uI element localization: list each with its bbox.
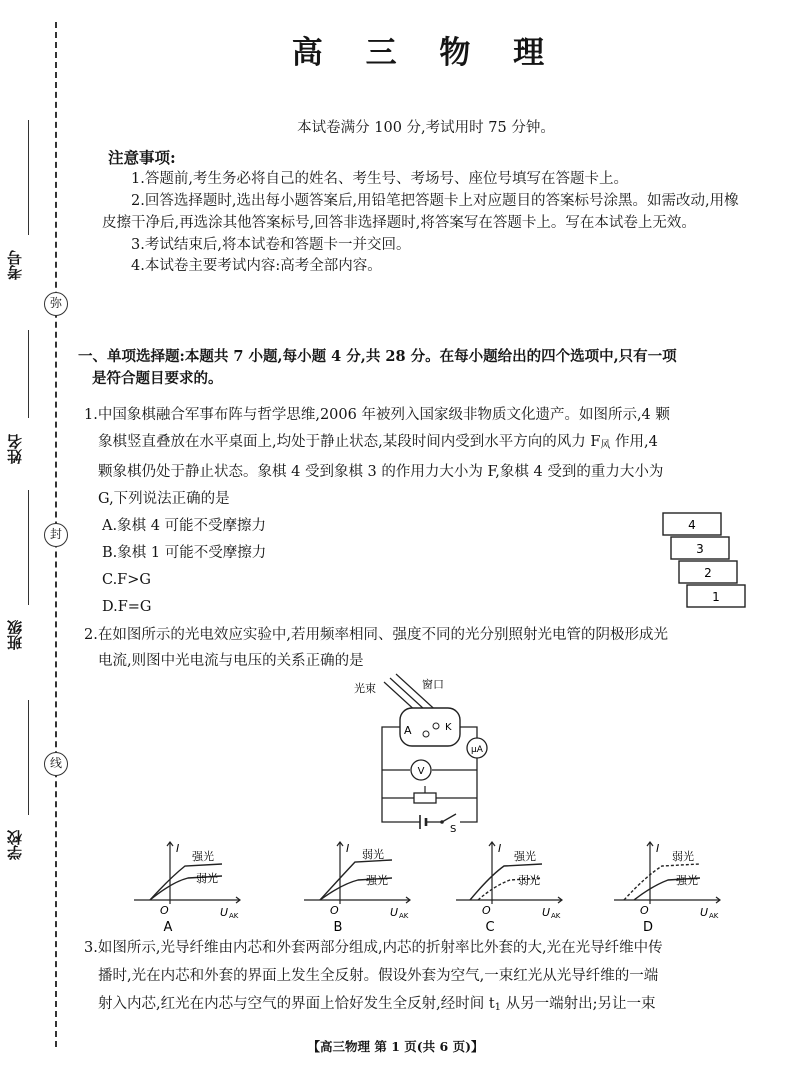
page-title: 高 三 物 理 <box>291 35 561 71</box>
q2-line-1: 2.在如图所示的光电效应实验中,若用频率相同、强度不同的光分别照射光电管的阴极形成光 <box>84 627 668 643</box>
field-name-label: 姓名 <box>6 434 24 464</box>
y-axis-label: I <box>656 842 660 855</box>
q1-line-2b: 作用,4 <box>610 434 658 450</box>
q1-line-2 <box>84 429 749 459</box>
y-axis-label: I <box>176 842 180 855</box>
curve-bottom-label: 强光 <box>366 874 388 887</box>
x-axis-subscript: AK <box>229 912 239 920</box>
y-axis-label: I <box>346 842 350 855</box>
axes <box>304 842 410 904</box>
notice-block <box>86 146 746 278</box>
q1-line-1: 1.中国象棋融合军事布阵与哲学思维,2006 年被列入国家级非物质文化遗产。如图所示,4 颗 <box>84 407 670 423</box>
axes <box>134 842 240 904</box>
curve-bottom-label: 强光 <box>676 874 698 887</box>
q1-option-a[interactable]: A.象棋 4 可能不受摩擦力 <box>102 518 267 534</box>
iu-graph-a[interactable] <box>130 838 250 934</box>
q1-option-b[interactable]: B.象棋 1 可能不受摩擦力 <box>102 545 267 561</box>
notice-item-1: 1.答题前,考生务必将自己的姓名、考生号、考场号、座位号填写在答题卡上。 <box>131 171 628 188</box>
curve-top-label: 强光 <box>514 850 536 863</box>
switch-label: S <box>450 824 457 832</box>
x-axis-subscript: AK <box>709 912 719 920</box>
curve-top-label: 弱光 <box>362 848 384 861</box>
q1-line-2a: 象棋竖直叠放在水平桌面上,均处于静止状态,某段时间内受到水平方向的风力 F <box>98 434 601 450</box>
y-axis-label: I <box>498 842 502 855</box>
option-letter: D <box>642 920 654 934</box>
origin-label: O <box>160 904 169 917</box>
window-label: 窗口 <box>422 678 444 691</box>
origin-label: O <box>330 904 339 917</box>
q2-line-2: 电流,则图中光电流与电压的关系正确的是 <box>98 653 364 669</box>
chess-piece-3-label: 3 <box>696 542 704 556</box>
photoelectric-circuit-figure <box>352 672 502 832</box>
field-class-line[interactable] <box>28 490 29 605</box>
question-1 <box>84 402 749 621</box>
option-letter: C <box>485 920 495 934</box>
x-axis-label: U <box>700 906 709 919</box>
seal-xian: 线 <box>44 752 68 776</box>
option-letter: B <box>333 920 343 934</box>
question-3 <box>84 934 749 1022</box>
origin-label: O <box>640 904 649 917</box>
question-2 <box>84 622 749 674</box>
field-name-line[interactable] <box>28 330 29 418</box>
q3-line-1: 3.如图所示,光导纤维由内芯和外套两部分组成,内芯的折射率比外套的大,光在光导纤维中传 <box>84 940 663 956</box>
exam-info: 本试卷满分 100 分,考试用时 75 分钟。 <box>297 120 555 136</box>
x-axis-label: U <box>220 906 229 919</box>
switch-pivot <box>440 820 444 824</box>
section-1-heading <box>78 346 748 390</box>
page-footer: 【高三物理 第 1 页(共 6 页)】 <box>307 1039 484 1054</box>
chess-stack-figure <box>655 508 755 608</box>
seal-feng: 封 <box>44 523 68 547</box>
chess-piece-4-label: 4 <box>688 518 696 532</box>
notice-item-3: 3.考试结束后,将本试卷和答题卡一并交回。 <box>131 236 411 253</box>
notice-heading: 注意事项: <box>108 148 176 167</box>
q1-line-3: 颗象棋仍处于静止状态。象棋 4 受到象棋 3 的作用力大小为 F,象棋 4 受到的重力大小为 <box>98 464 664 480</box>
cathode-label: K <box>445 722 452 733</box>
field-class-label: 班级 <box>6 620 24 650</box>
curve-bottom-label: 弱光 <box>518 874 540 887</box>
section-1-line-2: 是符合题目要求的。 <box>92 369 223 387</box>
field-exam-number-line[interactable] <box>28 120 29 235</box>
chess-piece-2-label: 2 <box>704 566 712 580</box>
q1-force-subscript: 风 <box>600 440 611 451</box>
curve-top-label: 强光 <box>192 850 214 863</box>
switch-lever <box>442 814 456 822</box>
q1-option-c[interactable]: C.F>G <box>102 572 151 588</box>
curve-top-label: 弱光 <box>672 850 694 863</box>
notice-item-2: 2.回答选择题时,选出每小题答案后,用铅笔把答题卡上对应题目的答案标号涂黑。如需改动,用橡皮擦干净后,再选涂其他答案标号,回答非选择题时,将答案写在答题卡上。写在本试卷上无效。 <box>102 193 739 231</box>
q3-t-subscript: 1 <box>494 1002 502 1013</box>
section-1-line-1: 一、单项选择题:本题共 7 小题,每小题 4 分,共 28 分。在每小题给出的四个选项中,只有一项 <box>78 348 677 365</box>
curve-bottom-label: 弱光 <box>196 872 218 885</box>
iu-graph-b[interactable] <box>300 838 420 934</box>
option-letter: A <box>163 920 173 934</box>
q3-line-2: 播时,光在内芯和外套的界面上发生全反射。假设外套为空气,一束红光从光导纤维的一端 <box>98 968 659 984</box>
field-school-label: 学校 <box>6 830 24 860</box>
anode-label: A <box>404 724 412 737</box>
field-school-line[interactable] <box>28 700 29 815</box>
x-axis-subscript: AK <box>399 912 409 920</box>
q3-line-3b: 从另一端射出;另让一束 <box>501 996 656 1012</box>
x-axis-subscript: AK <box>551 912 561 920</box>
x-axis-label: U <box>390 906 399 919</box>
iu-graph-d[interactable] <box>610 838 730 934</box>
beam-label: 光束 <box>354 682 376 695</box>
rheostat <box>414 793 436 803</box>
axes <box>456 842 562 904</box>
ammeter-label: μA <box>471 745 483 755</box>
x-axis-label: U <box>542 906 551 919</box>
field-exam-number-label: 考号 <box>6 250 24 280</box>
q3-line-3 <box>84 990 749 1022</box>
voltmeter-label: V <box>417 766 425 777</box>
origin-label: O <box>482 904 491 917</box>
notice-item-4: 4.本试卷主要考试内容:高考全部内容。 <box>131 258 382 275</box>
iu-graph-c[interactable] <box>452 838 572 934</box>
q3-line-3a: 射入内芯,红光在内芯与空气的界面上恰好发生全反射,经时间 t <box>98 996 495 1012</box>
q1-option-d[interactable]: D.F=G <box>102 599 152 615</box>
seal-mi: 弥 <box>44 292 68 316</box>
q1-line-4: G,下列说法正确的是 <box>98 491 230 507</box>
chess-piece-1-label: 1 <box>712 590 720 604</box>
